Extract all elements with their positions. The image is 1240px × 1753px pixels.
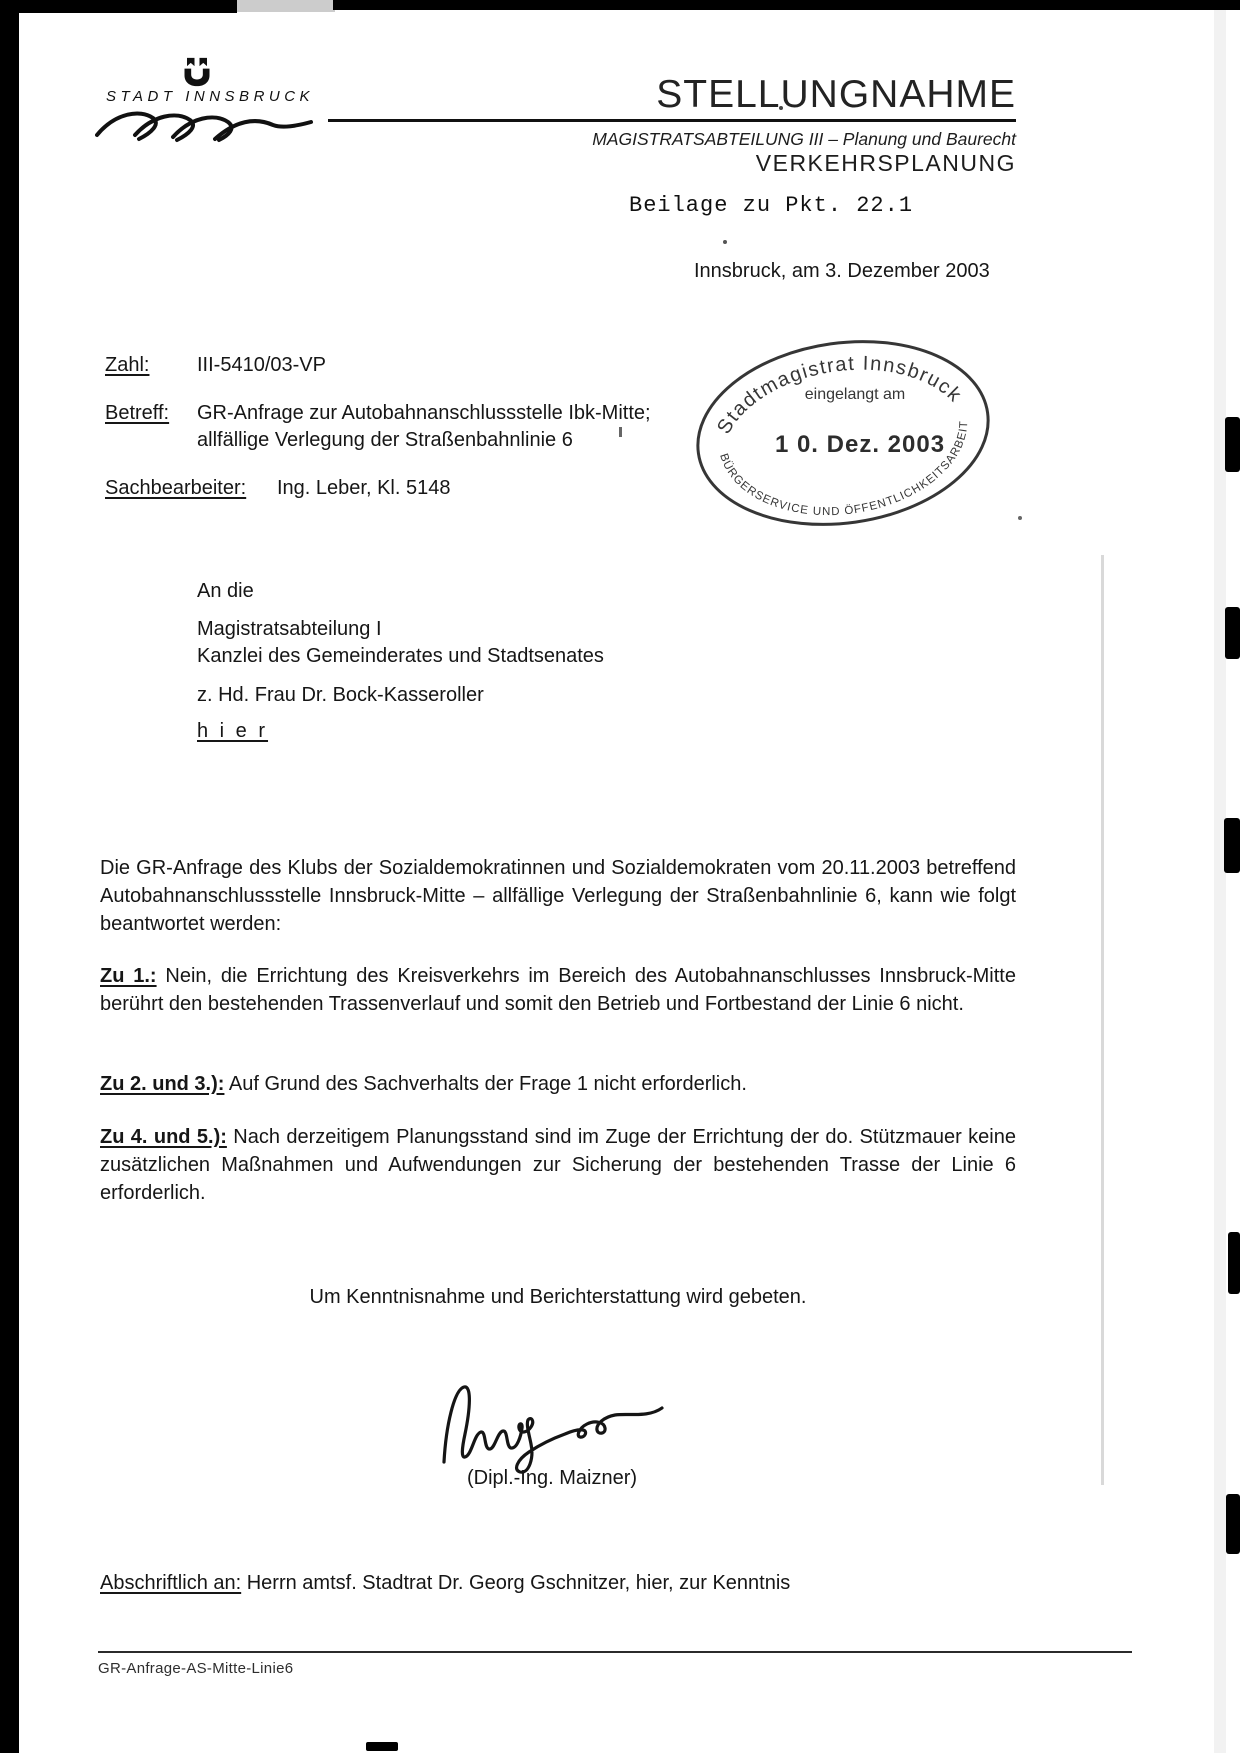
scan-artifact-top-bar-left [0, 0, 237, 13]
scan-artifact-right-column [1214, 0, 1226, 1753]
scan-artifact-left-bar [0, 0, 19, 1753]
scan-artifact-streak [1101, 555, 1104, 1485]
intro-paragraph: Die GR-Anfrage des Klubs der Sozialdemokratinnen und Sozialdemokraten vom 20.11.2003 betreffend Autobahnanschlussstelle Innsbruck-Mitte – allfällige Verlegung der Straßenbahnlinie 6, kann wie folgt beantwortet werden: [100, 857, 1016, 935]
receipt-stamp [688, 336, 998, 541]
scan-artifact-top-smudge [237, 0, 335, 12]
answer-lead: Zu 2. und 3.): [100, 1073, 225, 1095]
recipient-line: An die [197, 580, 254, 602]
betreff-line: GR-Anfrage zur Autobahnanschlussstelle Ibk-Mitte; [197, 402, 651, 424]
zahl-value: III-5410/03-VP [197, 354, 326, 376]
stamp-arc-bottom-text: BÜRGERSERVICE UND ÖFFENTLICHKEITSARBEIT [717, 419, 971, 519]
scan-artifact-top-bar-right [333, 0, 1240, 10]
recipient-line: z. Hd. Frau Dr. Bock-Kasseroller [197, 684, 484, 706]
footer-divider [98, 1651, 1132, 1653]
scan-artifact-dot [619, 427, 622, 437]
stamp-arc-top-text: Stadtmagistrat Innsbruck [713, 352, 967, 438]
cc-line [100, 1569, 790, 1597]
answer-paragraph [100, 1123, 1016, 1207]
answer-lead: Zu 4. und 5.): [100, 1126, 227, 1148]
answer-text: Nach derzeitigem Planungsstand sind im Zuge der Errichtung der do. Stützmauer keine zusätzlichen Maßnahmen und Aufwendungen zur Sicherung der bestehenden Trasse der Linie 6 erforderlich. [100, 1126, 1016, 1204]
scan-artifact-bottom-dash [366, 1742, 398, 1751]
betreff-line: allfällige Verlegung der Straßenbahnlinie 6 [197, 429, 573, 451]
recipient-local-note: h i e r [197, 720, 269, 742]
cc-label: Abschriftlich an: [100, 1572, 242, 1594]
scan-artifact-right-mark [1228, 1232, 1240, 1294]
page-title: STELLUNGNAHME [656, 73, 1016, 116]
answer-lead: Zu 1.: [100, 965, 157, 987]
answer-paragraph [100, 962, 1016, 1018]
header-divider [328, 119, 1016, 122]
stamp-received-label: eingelangt am [804, 386, 906, 403]
answer-text: Auf Grund des Sachverhalts der Frage 1 nicht erforderlich. [228, 1073, 747, 1095]
department-line: MAGISTRATSABTEILUNG III – Planung und Baurecht [592, 129, 1016, 149]
betreff-label: Betreff: [105, 402, 170, 424]
footer-document-name: GR-Anfrage-AS-Mitte-Linie6 [98, 1660, 294, 1677]
logo-underline-flourish-icon [95, 105, 325, 155]
signature-caption: (Dipl.-Ing. Maizner) [466, 1467, 638, 1489]
enclosure-note: Beilage zu Pkt. 22.1 [629, 193, 914, 218]
scan-artifact-right-mark [1224, 818, 1240, 873]
zahl-label: Zahl: [105, 354, 150, 376]
scan-artifact-right-mark [1226, 1494, 1240, 1554]
scan-artifact-right-mark [1225, 417, 1240, 472]
logo-wordmark: STADT INNSBRUCK [106, 88, 315, 105]
sachbearbeiter-label: Sachbearbeiter: [105, 477, 247, 499]
closing-request-line: Um Kenntnisnahme und Berichterstattung wird gebeten. [309, 1286, 807, 1308]
answer-text: Nein, die Errichtung des Kreisverkehrs im Bereich des Autobahnanschlusses Innsbruck-Mitte berührt den bestehenden Trassenverlauf und somit den Betrieb und Fortbestand der Linie 6 nicht. [100, 965, 1016, 1015]
place-date-line: Innsbruck, am 3. Dezember 2003 [694, 260, 990, 282]
scan-artifact-dot [723, 240, 727, 244]
cc-text: Herrn amtsf. Stadtrat Dr. Georg Gschnitzer, hier, zur Kenntnis [246, 1572, 791, 1594]
answer-paragraph [100, 1070, 1016, 1098]
recipient-line: Magistratsabteilung I [197, 618, 382, 640]
sachbearbeiter-value: Ing. Leber, Kl. 5148 [277, 477, 451, 499]
division-line: VERKEHRSPLANUNG [755, 150, 1016, 176]
scan-artifact-right-mark [1225, 607, 1240, 659]
stamp-received-date: 1 0. Dez. 2003 [774, 431, 946, 458]
scan-artifact-dot [1018, 516, 1022, 520]
recipient-line: Kanzlei des Gemeinderates und Stadtsenates [197, 645, 604, 667]
